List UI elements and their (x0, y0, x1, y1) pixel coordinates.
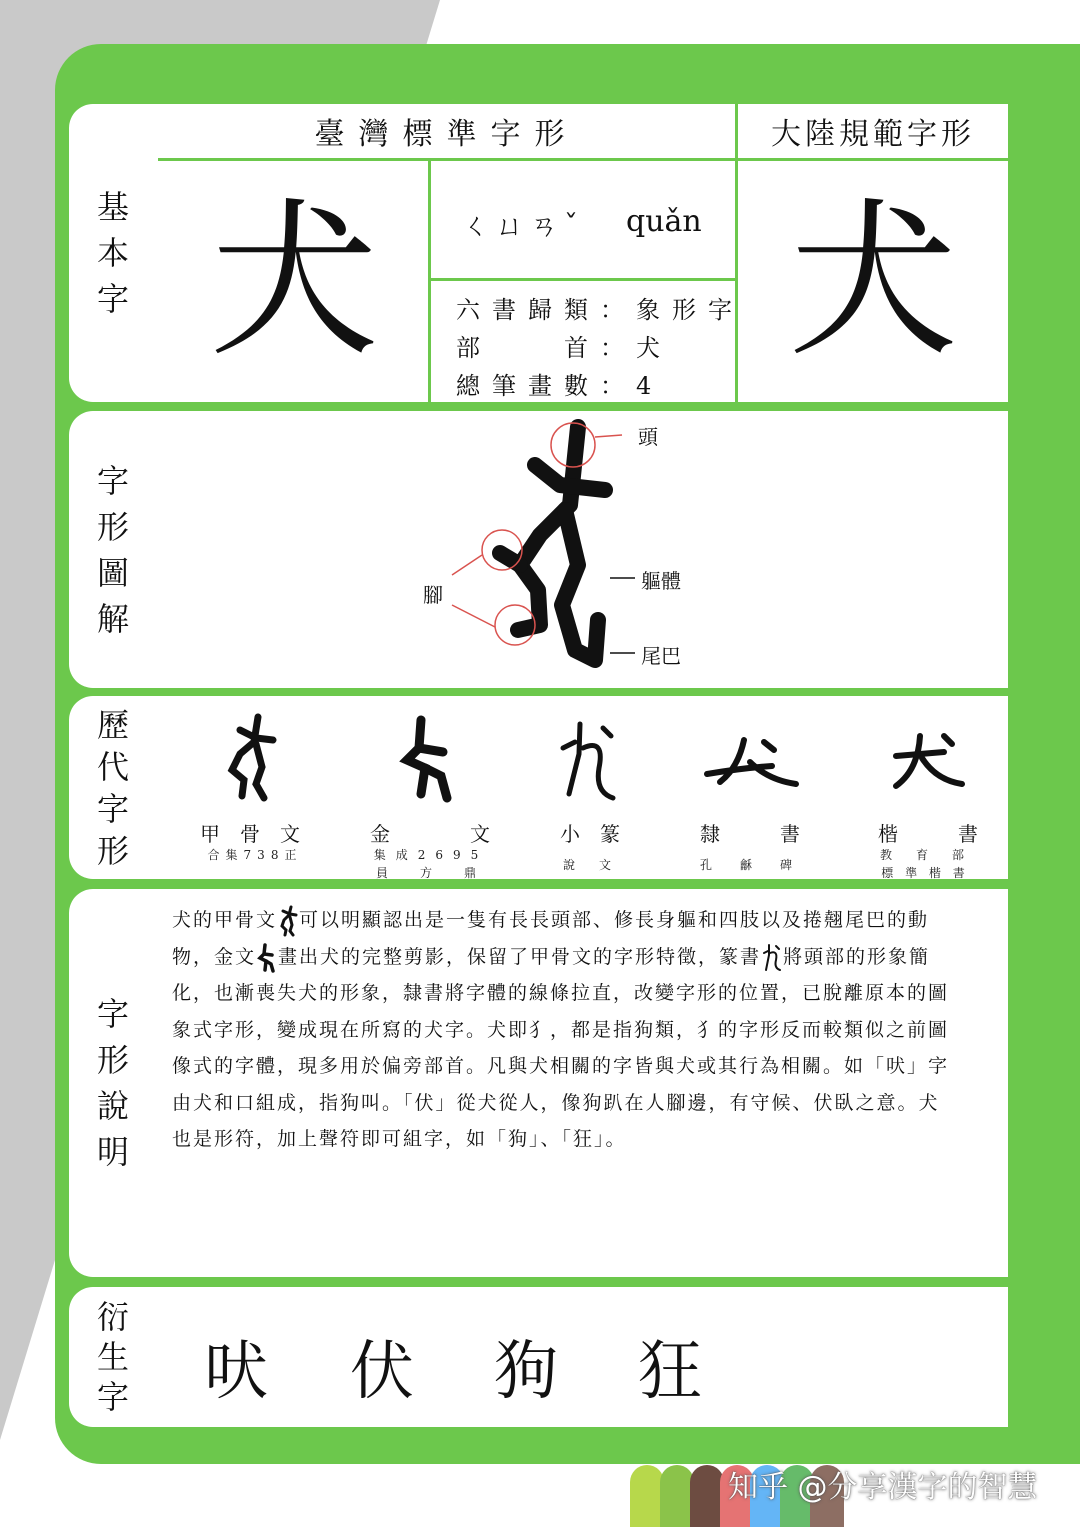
derived-char-kuang: 狂 (638, 1335, 702, 1409)
section-label-derived: 衍 生 字 (96, 1298, 129, 1416)
era-regular-name: 楷 書 (878, 822, 978, 846)
section-label-basic: 基 本 字 (96, 188, 129, 318)
era-clerical-name: 隸 書 (700, 822, 800, 846)
mainland-standard-char: 犬 (787, 182, 958, 381)
mainland-standard-title: 大陸規範字形 (771, 117, 975, 152)
pinyin-text: quǎn (626, 204, 702, 239)
era-oracle-bone-source: 合集738正 (207, 848, 303, 862)
explain-line-2: 物，金文 畫出犬的完整剪影，保留了甲骨文的字形特徵，篆書 將頭部的形象簡 (172, 939, 1002, 976)
oracle-bone-inline-glyph (277, 905, 299, 937)
era-oracle-bone-name: 甲 骨 文 (200, 822, 300, 846)
regular-script-glyph (888, 730, 968, 794)
explanation-text (172, 902, 1002, 1158)
bronze-inline-glyph (256, 942, 278, 974)
label-tail: 尾巴 (641, 644, 681, 668)
section-label-history: 歷 代 字 形 (96, 705, 129, 870)
explain-line-6: 由犬和口組成，指狗叫。「伏」從犬從人，像狗趴在人腳邊，有守候、伏臥之意。犬 (172, 1091, 940, 1114)
derived-char-gou: 狗 (494, 1335, 558, 1409)
section-label-diagram: 字 形 圖 解 (96, 461, 129, 638)
era-bronze-name: 金 文 (370, 822, 490, 846)
era-regular-source-1: 教 育 部 (879, 848, 970, 862)
era-bronze-source-1: 集成2695 (373, 848, 489, 862)
seal-script-glyph (555, 718, 625, 806)
taiwan-standard-title: 臺灣標準字形 (314, 117, 579, 152)
bronze-glyph (395, 712, 465, 807)
panel-derived (158, 1287, 1008, 1427)
seal-inline-glyph (761, 942, 783, 974)
stroke-count: 總筆畫數：4 (456, 372, 664, 400)
taiwan-standard-char: 犬 (208, 182, 379, 381)
era-seal-name: 小 篆 (560, 822, 620, 846)
label-feet: 腳 (423, 583, 443, 607)
radical-info: 部 首：犬 (456, 334, 672, 362)
zhuyin-text: ㄑㄩㄢˇ (462, 209, 585, 242)
explain-line-4: 象式字形，變成現在所寫的犬字。犬即犭，都是指狗類，犭的字形反而較類似之前圖 (172, 1018, 950, 1041)
explain-line-5: 像式的字體，現多用於偏旁部首。凡與犬相關的字皆與犬或其行為相關。如「吠」字 (172, 1055, 950, 1077)
label-head: 頭 (638, 425, 658, 449)
explain-line-1: 犬的甲骨文 可以明顯認出是一隻有長長頭部、修長身軀和四肢以及捲翹尾巴的動 (172, 902, 1002, 939)
explain-line-7: 也是形符，加上聲符即可組字，如「狗」、「狂」。 (172, 1128, 627, 1150)
derived-char-fei: 吠 (204, 1335, 268, 1409)
watermark: 知乎 @分享漢字的智慧 (728, 1470, 1038, 1505)
explain-line-3: 化，也漸喪失犬的形象，隸書將字體的線條拉直，改變字形的位置，已脫離原本的圖 (172, 982, 950, 1004)
era-regular-source-2: 標 準 楷 書 (881, 866, 969, 880)
era-bronze-source-2: 員 方 鼎 (375, 866, 486, 880)
derived-char-fu: 伏 (350, 1335, 414, 1409)
label-body: 軀體 (641, 569, 681, 593)
era-seal-source: 說 文 (562, 858, 617, 872)
section-label-explain: 字 形 說 明 (96, 995, 129, 1171)
era-clerical-source: 孔 龢 碑 (699, 858, 800, 872)
oracle-bone-glyph (218, 712, 288, 804)
clerical-script-glyph (702, 732, 802, 792)
liushu-classification: 六書歸類：象形字 (456, 296, 744, 324)
